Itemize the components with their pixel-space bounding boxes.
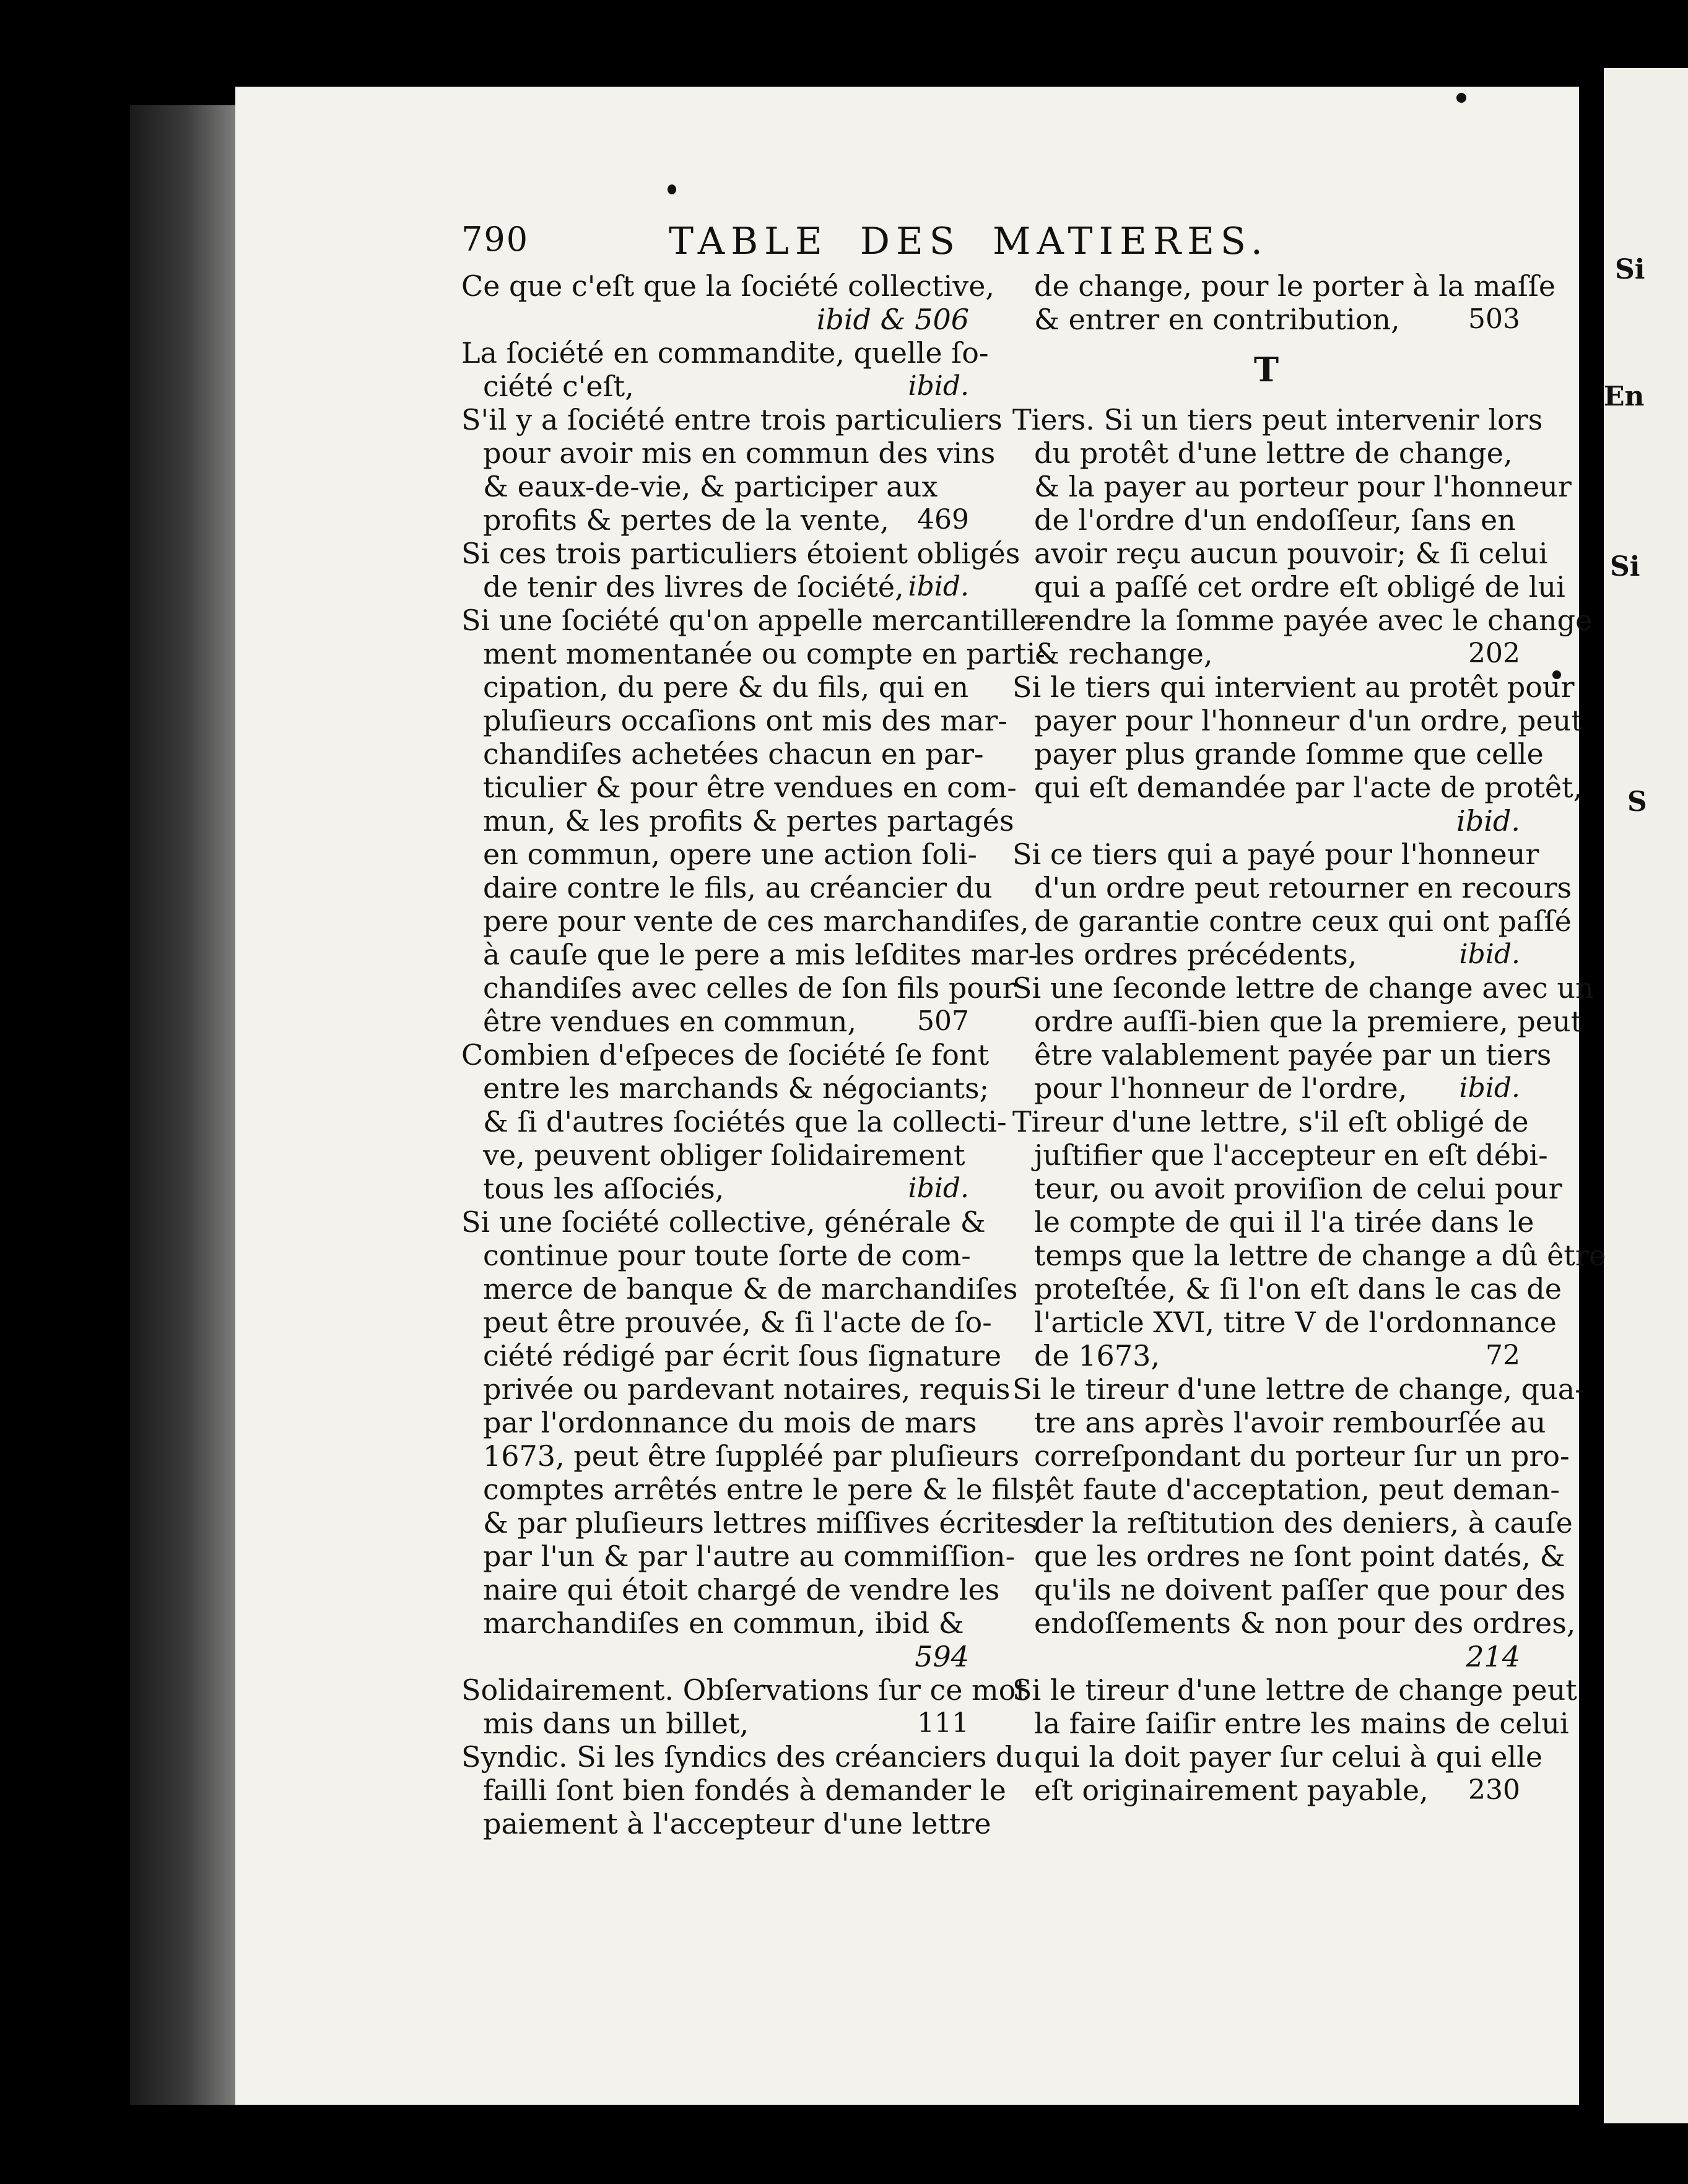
entry-text: Si le tireur d'une lettre de change peut (1012, 1673, 1577, 1707)
index-entry-line (1012, 436, 1520, 470)
index-entry-line (461, 1172, 969, 1205)
page-number: 790 (461, 220, 529, 259)
index-entry-line (461, 1138, 969, 1172)
entry-text: mis dans un billet, (483, 1707, 749, 1740)
index-entry-line (1012, 1172, 1562, 1205)
index-entry-line (461, 871, 993, 904)
index-entry-line (1012, 771, 1583, 804)
entry-text: Tiers. Si un tiers peut intervenir lors (1012, 403, 1543, 436)
entry-text: Solidairement. Obſervations ſur ce mot (461, 1673, 1027, 1707)
index-entry-line (1012, 1339, 1520, 1372)
entry-text: en commun, opere une action ſoli- (483, 838, 977, 871)
page-reference: ibid & 506 (816, 303, 969, 336)
index-entry-line (461, 503, 969, 537)
page-reference: 469 (917, 504, 969, 535)
page-reference: ibid. (1456, 804, 1520, 838)
entry-text: que les ordres ne ſont point datés, & (1034, 1540, 1565, 1573)
page-reference: 202 (1468, 638, 1520, 669)
index-entry-line (1012, 938, 1520, 971)
index-entry-line (1012, 804, 1520, 838)
entry-text: Si une ſeconde lettre de change avec un (1012, 971, 1594, 1005)
index-entry-line (461, 303, 969, 336)
entry-text: ticulier & pour être vendues en com- (483, 771, 1017, 804)
index-entry-line (1012, 1138, 1548, 1172)
entry-text: Si une ſociété collective, générale & (461, 1205, 986, 1239)
entry-text: de change, pour le porter à la maſſe (1034, 269, 1556, 303)
entry-text: teur, ou avoit proviſion de celui pour (1034, 1172, 1562, 1205)
index-entry-line (461, 570, 969, 604)
page-reference: 214 (1466, 1640, 1520, 1673)
entry-text: Ce que c'eſt que la ſociété collective, (461, 269, 995, 303)
entry-text: Si le tiers qui intervient au protêt pour (1012, 670, 1575, 704)
entry-text: être valablement payée par un tiers (1034, 1038, 1552, 1072)
index-entry-line (461, 904, 1029, 938)
entry-text: de 1673, (1034, 1339, 1160, 1372)
index-entry-line (1012, 1072, 1520, 1105)
index-entry-line (1012, 1306, 1557, 1339)
index-entry-line (461, 1339, 1002, 1372)
facing-page-word: S (1627, 786, 1647, 818)
entry-text: eſt originairement payable, (1034, 1774, 1429, 1807)
index-entry-line (461, 804, 1014, 838)
entry-text: qui a paſſé cet ordre eſt obligé de lui (1034, 570, 1565, 604)
entry-text: Si ces trois particuliers étoient obligés (461, 537, 1020, 570)
entry-text: naire qui étoit chargé de vendre les (483, 1573, 1000, 1606)
entry-text: de tenir des livres de ſociété, (483, 570, 904, 604)
index-entry-line (461, 1573, 1000, 1606)
index-entry-line (461, 1406, 977, 1439)
index-entry-line (461, 1372, 1011, 1406)
index-entry-line (461, 1239, 969, 1272)
page-reference: 72 (1486, 1340, 1520, 1371)
index-entry-line (1012, 503, 1520, 537)
index-entry-line (1012, 1740, 1543, 1774)
index-entry-line (461, 971, 1016, 1005)
entry-text: pluſieurs occaſions ont mis des mar- (483, 704, 1007, 737)
index-entry-line (461, 470, 969, 503)
index-entry-line (1012, 904, 1572, 938)
index-entry-start (1012, 838, 1539, 871)
index-entry-line (461, 1707, 969, 1740)
entry-text: comptes arrêtés entre le pere & le fils, (483, 1473, 1043, 1506)
index-entry-line (461, 436, 996, 470)
page-reference: ibid. (908, 571, 969, 602)
index-entry-line (461, 1807, 991, 1840)
entry-text: l'article XVI, titre V de l'ordonnance (1034, 1306, 1557, 1339)
index-entry-start (1012, 1105, 1529, 1138)
index-entry-start (461, 604, 1046, 637)
index-entry-line (1012, 570, 1565, 604)
index-entry-start (461, 269, 995, 303)
entry-text: ve, peuvent obliger ſolidairement (483, 1138, 965, 1172)
index-entry-line (1012, 737, 1544, 771)
index-entry-line (1012, 1272, 1562, 1306)
index-entry-line (1012, 1239, 1606, 1272)
index-entry-line (461, 1774, 1006, 1807)
ink-speck (668, 184, 676, 194)
entry-text: continue pour toute ſorte de com- (483, 1239, 971, 1272)
index-entry-start (461, 1740, 1032, 1774)
index-entry-line (1012, 1540, 1565, 1573)
index-entry-line (1012, 1640, 1520, 1673)
index-entry-line (1012, 704, 1583, 737)
entry-text: à cauſe que le pere a mis leſdites mar- (483, 938, 1038, 971)
index-entry-line (1012, 470, 1572, 503)
index-entry-line (1012, 537, 1548, 570)
index-entry-line (461, 637, 1045, 670)
index-entry-line (461, 1640, 969, 1673)
entry-text: & ſi d'autres ſociétés que la collecti- (483, 1105, 1007, 1138)
page-header (461, 220, 1316, 269)
entry-text: par l'ordonnance du mois de mars (483, 1406, 977, 1439)
entry-text: payer plus grande ſomme que celle (1034, 737, 1544, 771)
entry-text: de garantie contre ceux qui ont paſſé (1034, 904, 1572, 938)
entry-text: La ſociété en commandite, quelle ſo- (461, 336, 989, 370)
index-entry-start (461, 1673, 1027, 1707)
entry-text: juſtifier que l'accepteur en eſt débi- (1034, 1138, 1548, 1172)
entry-text: tre ans après l'avoir rembourſée au (1034, 1406, 1546, 1439)
entry-text: proteſtée, & ſi l'on eſt dans le cas de (1034, 1272, 1562, 1306)
entry-text: endoſſements & non pour des ordres, (1034, 1606, 1576, 1640)
index-entry-start (461, 537, 1020, 570)
index-entry-start (1012, 1673, 1577, 1707)
entry-text: chandiſes avec celles de ſon fils pour (483, 971, 1016, 1005)
page-reference: ibid. (1459, 1072, 1520, 1104)
entry-text: ordre auſſi-bien que la premiere, peut (1034, 1005, 1583, 1038)
index-entry-line (1012, 1573, 1565, 1606)
page-reference: 594 (915, 1640, 969, 1673)
section-letter: T (1253, 350, 1279, 389)
entry-text: par l'un & par l'autre au commiſſion- (483, 1540, 1016, 1573)
entry-text: & la payer au porteur pour l'honneur (1034, 470, 1572, 503)
entry-text: Si ce tiers qui a payé pour l'honneur (1012, 838, 1539, 871)
entry-text: rendre la ſomme payée avec le change (1034, 604, 1593, 637)
index-entry-line (1012, 637, 1520, 670)
facing-page-word: Si (1610, 551, 1640, 583)
index-entry-line (461, 1606, 969, 1640)
entry-text: tous les aſſociés, (483, 1172, 724, 1205)
index-entry-line (461, 1272, 1018, 1306)
index-entry-line (461, 838, 977, 871)
index-entry-line (1012, 1774, 1520, 1807)
index-entry-line (1012, 604, 1593, 637)
index-entry-line (1012, 269, 1556, 303)
index-entry-line (461, 1473, 1043, 1506)
facing-page-edge (1604, 68, 1688, 2123)
index-entry-line (461, 1005, 969, 1038)
index-entry-start (461, 336, 989, 370)
entry-text: temps que la lettre de change a dû être (1034, 1239, 1606, 1272)
entry-text: & par pluſieurs lettres miſſives écrites (483, 1506, 1038, 1540)
index-entry-line (461, 1072, 990, 1105)
entry-text: qui la doit payer ſur celui à qui elle (1034, 1740, 1543, 1774)
index-entry-line (461, 1439, 1020, 1473)
entry-text: qu'ils ne doivent paſſer que pour des (1034, 1573, 1565, 1606)
entry-text: de l'ordre d'un endoſſeur, ſans en (1034, 503, 1516, 537)
page-reference: 507 (917, 1005, 969, 1037)
entry-text: ment momentanée ou compte en parti- (483, 637, 1045, 670)
entry-text: daire contre le fils, au créancier du (483, 871, 993, 904)
entry-text: ciété rédigé par écrit ſous ſignature (483, 1339, 1002, 1372)
entry-text: chandiſes achetées chacun en par- (483, 737, 984, 771)
index-entry-start (461, 1038, 990, 1072)
entry-text: payer pour l'honneur d'un ordre, peut (1034, 704, 1583, 737)
index-column-left (461, 269, 1046, 1840)
entry-text: S'il y a ſociété entre trois particuliers (461, 403, 1003, 436)
entry-text: & rechange, (1034, 637, 1213, 670)
index-entry-line (1012, 1506, 1573, 1540)
entry-text: peut être prouvée, & ſi l'acte de ſo- (483, 1306, 992, 1339)
entry-text: merce de banque & de marchandiſes (483, 1272, 1018, 1306)
index-entry-line (461, 370, 969, 403)
entry-text: Tireur d'une lettre, s'il eſt obligé de (1012, 1105, 1529, 1138)
index-entry-line (461, 938, 1038, 971)
index-entry-line (461, 704, 1007, 737)
entry-text: cipation, du pere & du fils, qui en (483, 670, 969, 704)
entry-text: la faire ſaiſir entre les mains de celui (1034, 1707, 1569, 1740)
page-reference: 111 (917, 1707, 969, 1739)
index-entry-line (461, 771, 1017, 804)
entry-text: qui eſt demandée par l'acte de protêt, (1034, 771, 1583, 804)
index-entry-line (461, 670, 969, 704)
entry-text: Syndic. Si les ſyndics des créanciers du (461, 1740, 1032, 1774)
page-reference: ibid. (1459, 938, 1520, 970)
index-entry-line (1012, 1406, 1546, 1439)
entry-text: paiement à l'accepteur d'une lettre (483, 1807, 991, 1840)
index-entry-line (461, 1540, 1016, 1573)
page-title: TABLE DES MATIERES. (669, 220, 1269, 263)
index-entry-line (461, 1105, 1007, 1138)
entry-text: d'un ordre peut retourner en recours (1034, 871, 1572, 904)
page-reference: 503 (1468, 303, 1520, 335)
entry-text: pour l'honneur de l'ordre, (1034, 1072, 1407, 1105)
entry-text: der la reſtitution des deniers, à cauſe (1034, 1506, 1573, 1540)
entry-text: être vendues en commun, (483, 1005, 856, 1038)
entry-text: ciété c'eſt, (483, 370, 634, 403)
index-entry-start (1012, 670, 1575, 704)
index-entry-line (1012, 1606, 1576, 1640)
entry-text: privée ou pardevant notaires, requis (483, 1372, 1011, 1406)
index-column-right (1012, 269, 1606, 1807)
index-entry-line (1012, 1439, 1570, 1473)
index-entry-line (461, 1506, 1038, 1540)
index-entry-start (1012, 403, 1543, 436)
page-reference: ibid. (908, 1172, 969, 1204)
index-entry-line (1012, 871, 1572, 904)
entry-text: avoir reçu aucun pouvoir; & ſi celui (1034, 537, 1548, 570)
index-entry-line (461, 1306, 992, 1339)
facing-page-word: Si (1615, 254, 1645, 285)
entry-text: failli ſont bien fondés à demander le (483, 1774, 1006, 1807)
entry-text: & eaux-de-vie, & participer aux (483, 470, 938, 503)
entry-text: mun, & les profits & pertes partagés (483, 804, 1014, 838)
index-entry-start (461, 1205, 986, 1239)
entry-text: les ordres précédents, (1034, 938, 1357, 971)
entry-text: profits & pertes de la vente, (483, 503, 889, 537)
entry-text: entre les marchands & négociants; (483, 1072, 990, 1105)
entry-text: correſpondant du porteur ſur un pro- (1034, 1439, 1570, 1473)
index-entry-line (1012, 1005, 1583, 1038)
page-reference: ibid. (908, 370, 969, 402)
ink-speck (1456, 93, 1466, 103)
index-entry-line (461, 737, 984, 771)
index-entry-line (1012, 1707, 1569, 1740)
entry-text: Si une ſociété qu'on appelle mercantille- (461, 604, 1046, 637)
entry-text: le compte de qui il l'a tirée dans le (1034, 1205, 1534, 1239)
entry-text: & entrer en contribution, (1034, 303, 1400, 336)
index-entry-line (1012, 303, 1520, 336)
index-entry-start (1012, 971, 1594, 1005)
entry-text: têt faute d'acceptation, peut deman- (1034, 1473, 1560, 1506)
entry-text: pour avoir mis en commun des vins (483, 436, 996, 470)
entry-text: Combien d'eſpeces de ſociété ſe font (461, 1038, 990, 1072)
page-reference: 230 (1468, 1774, 1520, 1806)
entry-text: marchandiſes en commun, ibid & (483, 1606, 964, 1640)
entry-text: du protêt d'une lettre de change, (1034, 436, 1513, 470)
entry-text: 1673, peut être ſuppléé par pluſieurs (483, 1439, 1020, 1473)
index-entry-line (1012, 1473, 1560, 1506)
index-entry-start (1012, 1372, 1585, 1406)
entry-text: Si le tireur d'une lettre de change, qua- (1012, 1372, 1585, 1406)
entry-text: pere pour vente de ces marchandiſes, (483, 904, 1029, 938)
index-entry-start (461, 403, 1003, 436)
facing-page-word: En (1604, 381, 1645, 412)
index-entry-line (1012, 1205, 1534, 1239)
index-entry-line (1012, 1038, 1552, 1072)
